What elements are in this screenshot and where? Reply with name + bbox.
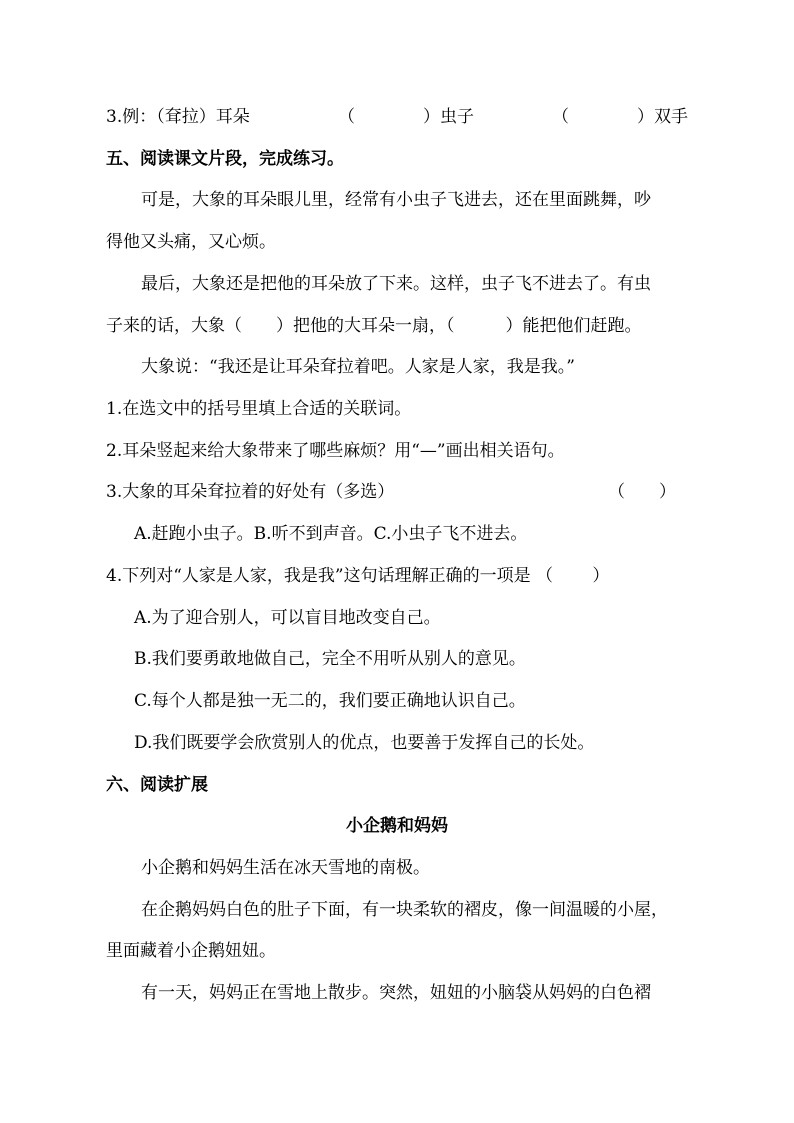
section6-heading: 六、阅读扩展 [106, 775, 208, 795]
story-para3-line1: 有一天，妈妈正在雪地上散步。突然，妞妞的小脑袋从妈妈的白色褶 [141, 983, 651, 1003]
passage-para1-line2: 得他又头痛，又心烦。 [106, 232, 276, 252]
passage-para2-line1: 最后，大象还是把他的耳朵放了下来。这样，虫子飞不进去了。有虫 [141, 274, 651, 294]
passage-para3: 大象说：“我还是让耳朵耷拉着吧。人家是人家，我是我。” [141, 357, 575, 377]
question-1: 1.在选文中的括号里填上合适的关联词。 [106, 399, 412, 419]
question-4-option-b: B.我们要勇敢地做自己，完全不用听从别人的意见。 [134, 649, 526, 669]
example-label: 3.例：（耷拉）耳朵 [106, 107, 250, 127]
passage-para2-line2: 子来的话，大象（ ）把他的大耳朵一扇，（ ）能把他们赶跑。 [106, 316, 642, 336]
story-title: 小企鹅和妈妈 [346, 816, 448, 836]
passage-para1-line1: 可是，大象的耳朵眼儿里，经常有小虫子飞进去，还在里面跳舞，吵 [141, 190, 651, 210]
story-para2-line1: 在企鹅妈妈白色的肚子下面，有一块柔软的褶皮，像一间温暖的小屋， [141, 900, 668, 920]
section5-heading: 五、阅读课文片段，完成练习。 [106, 149, 344, 169]
story-para1: 小企鹅和妈妈生活在冰天雪地的南极。 [141, 858, 430, 878]
question-4: 4.下列对“人家是人家，我是我”这句话理解正确的一项是 （ ） [106, 566, 610, 586]
question-4-option-a: A.为了迎合别人，可以盲目地改变自己。 [134, 608, 441, 628]
question-3-answer-paren: （ ） [608, 482, 676, 502]
question-3-text: 3.大象的耳朵耷拉着的好处有（多选） [106, 482, 395, 502]
story-para2-line2: 里面藏着小企鹅妞妞。 [106, 941, 276, 961]
question-4-option-d: D.我们既要学会欣赏别人的优点，也要善于发挥自己的长处。 [134, 733, 595, 753]
question-3-options: A.赶跑小虫子。B.听不到声音。C.小虫子飞不进去。 [134, 524, 528, 544]
question-4-option-c: C.每个人都是独一无二的，我们要正确地认识自己。 [134, 691, 526, 711]
question-2: 2.耳朵竖起来给大象带来了哪些麻烦？用“—”画出相关语句。 [106, 441, 565, 461]
blank-insects: （ ）虫子 [338, 107, 474, 127]
blank-hands: （ ）双手 [552, 107, 688, 127]
